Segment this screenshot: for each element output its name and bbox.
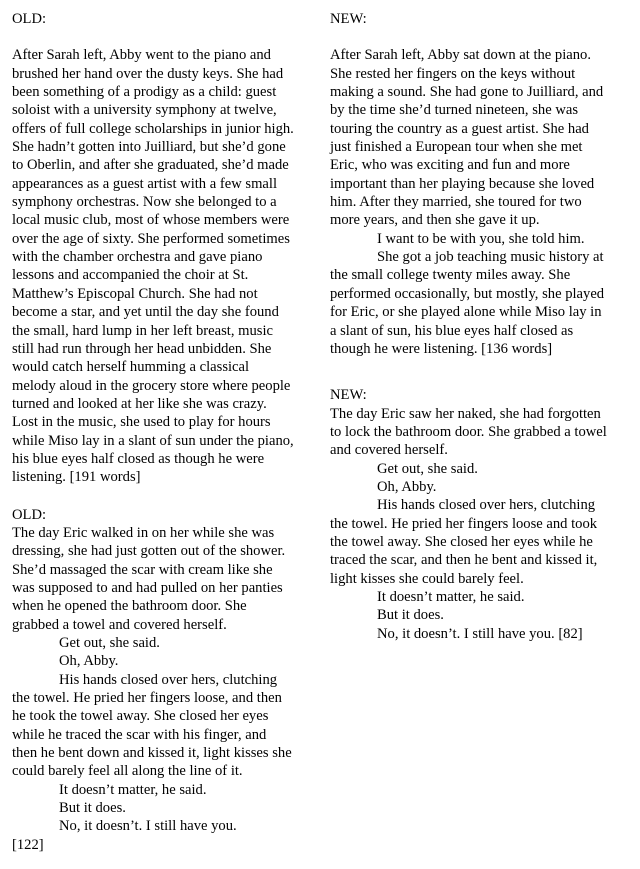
old-section-2-paragraph-7: No, it doesn’t. I still have you.: [59, 818, 237, 835]
old-section-2-paragraph-3: Oh, Abby.: [59, 653, 119, 670]
new-section-1-paragraph-1: After Sarah left, Abby sat down at the piano. She rested her fingers on the keys without making a sound. She had gone to Juilliard, and by the time she’d turned nineteen, she was touring the country as a guest artist. She had just finished a European tour when she met Eric, who was exciting and fun and more important than her playing because she loved him. After they married, she toured for two more years, and then she gave it up.: [330, 47, 604, 229]
new-section-1-paragraph-3: She got a job teaching music history at the small college twenty miles away. She performed occasionally, but mostly, she played for Eric, or she played alone while Miso lay in a slant of sun, his blue eyes half closed as though he were listening. [136 words]: [330, 249, 605, 357]
new-section-2-paragraph-5: It doesn’t matter, he said.: [377, 588, 525, 605]
old-section-2-paragraph-5: It doesn’t matter, he said.: [59, 781, 207, 798]
old-heading-1: OLD:: [12, 11, 47, 27]
old-section-2-paragraph-6: But it does.: [59, 800, 126, 817]
new-section-2-paragraph-1: The day Eric saw her naked, she had forgotten to lock the bathroom door. She grabbed a towel and covered herself.: [330, 405, 607, 459]
old-section-1-paragraph-1: After Sarah left, Abby went to the piano and brushed her hand over the dusty keys. She had been something of a prodigy as a child: guest soloist with a university symphony at twelve, offers of full college scholarships in junior high. She hadn’t gotten into Juilliard, but she’d gone to Oberlin, and after she graduated, she’d made appearances as a guest artist with a few small symphony orchestras. Now she belonged to a local music club, most of whose members were over the age of sixty. She performed sometimes with the chamber orchestra and gave piano lessons and accompanied the choir at St. Matthew’s Episcopal Church. She had not become a star, and yet until the day she found the small, hard lump in her left breast, music still had run through her head unbidden. She would catch herself humming a classical melody aloud in the grocery store where people turned and looked at her like she was crazy. Lost in the music, she used to play for hours while Miso lay in a slant of sun under the piano, his blue eyes half closed as though he were listening. [191 words]: [12, 47, 294, 486]
old-section-1: [12, 0, 294, 28]
old-section-2-word-count: [122]: [12, 836, 44, 853]
old-section-2-paragraph-1: The day Eric walked in on her while she was dressing, she had just gotten out of the shower. She’d massaged the scar with cream like she was supposed to and had pulled on her panties when he opened the bathroom door. She grabbed a towel and covered herself.: [12, 524, 286, 633]
new-heading-2: NEW:: [330, 387, 367, 404]
old-section-2-paragraph-2: Get out, she said.: [59, 635, 160, 651]
new-section-1-body: [330, 28, 610, 358]
old-section-2-paragraph-4: His hands closed over hers, clutching the towel. He pried her fingers loose, and then he took the towel away. She closed her eyes while he traced the scar with his finger, and then he bent down and kissed it, light kisses she could barely feel all along the line of it.: [12, 671, 292, 780]
new-section-2-paragraph-6: But it does.: [377, 607, 444, 624]
column-old: [12, 0, 294, 854]
new-section-2-paragraph-2: Get out, she said.: [377, 460, 478, 477]
new-section-2: [330, 358, 610, 643]
old-heading-2: OLD:: [12, 506, 47, 523]
old-section-2: [12, 487, 294, 855]
new-heading-1: NEW:: [330, 11, 367, 27]
old-section-1-body: [12, 28, 294, 486]
new-section-1-paragraph-2: I want to be with you, she told him.: [377, 230, 585, 247]
new-section-2-paragraph-7: No, it doesn’t. I still have you. [82]: [377, 625, 583, 642]
column-new: [330, 0, 610, 643]
new-section-1: [330, 0, 610, 28]
new-section-2-paragraph-4: His hands closed over hers, clutching the towel. He pried her fingers loose and took the towel away. She closed her eyes while he traced the scar, and then he bent and kissed it, light kisses she could barely feel.: [330, 497, 598, 587]
new-section-2-paragraph-3: Oh, Abby.: [377, 478, 437, 495]
